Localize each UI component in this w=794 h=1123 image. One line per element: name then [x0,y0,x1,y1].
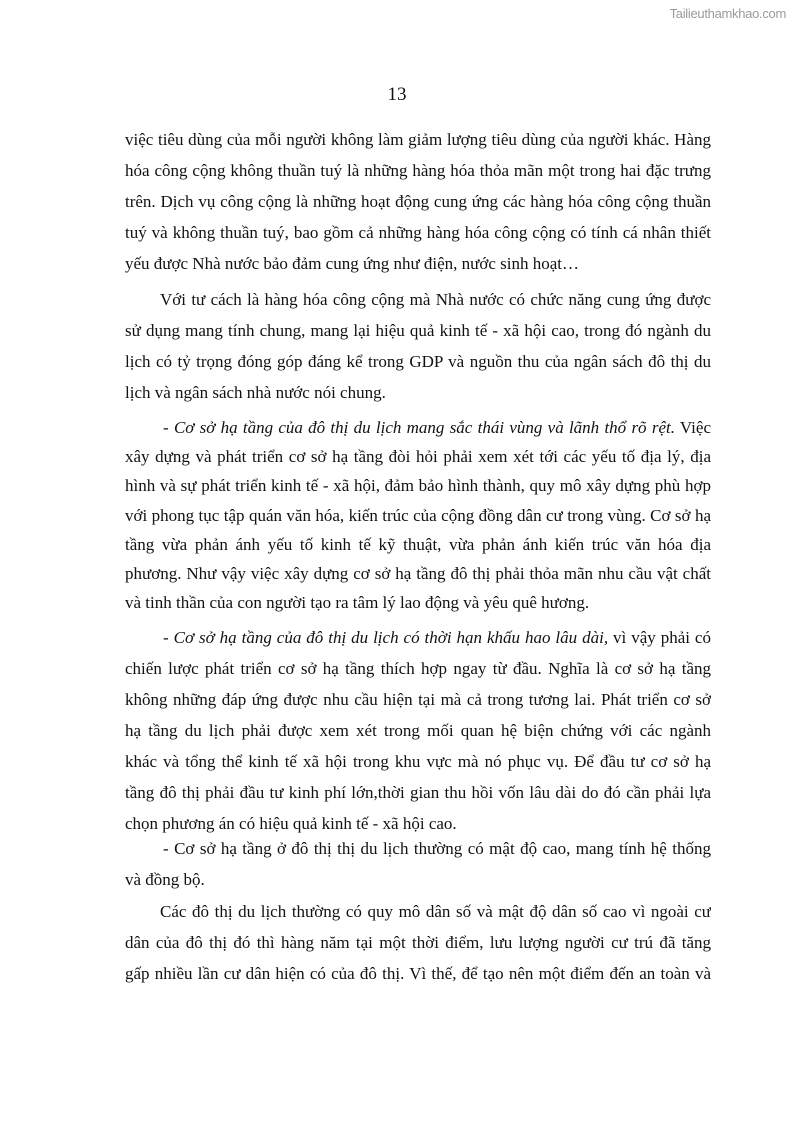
text-line: yếu được Nhà nước bảo đảm cung ứng như điện, nước sinh hoạt… [125,254,580,273]
text-line: - Cơ sở hạ tầng ở đô thị thị du lịch thường có mật độ cao, mang tính hệ thống [163,839,711,858]
text-line: và đồng bộ. [125,870,205,889]
paragraph-4 [125,622,711,839]
text-line: dân của đô thị đó thì hàng năm tại một thời điểm, lưu lượng người cư trú đã tăng [125,933,711,952]
text-line: khác và tổng thể kinh tế xã hội trong khu vực mà nó phục vụ. Để đầu tư cơ sở hạ [125,752,711,771]
paragraph-1 [125,124,711,279]
text-line: xây dựng và phát triển cơ sở hạ tầng đòi hỏi phải xem xét tới các yếu tố địa lý, địa [125,447,711,467]
text-line: tầng đô thị phải đầu tư kinh phí lớn,thời gian thu hồi vốn lâu dài do đó cần phải lựa [125,783,711,802]
text-line: và tinh thần của con người tạo ra tâm lý lao động và yêu quê hương. [125,593,590,613]
bullet-dash: - [163,628,174,647]
text-line: sử dụng mang tính chung, mang lại hiệu quả kinh tế - xã hội cao, trong đó ngành du [125,321,711,340]
paragraph-2 [125,284,711,408]
line-rest: Việc [674,418,711,437]
text-line [125,622,711,653]
paragraph-3 [125,413,711,617]
text-line: trên. Dịch vụ công cộng là những hoạt động cung ứng các hàng hóa công cộng thuần [125,192,711,211]
text-line: lịch và ngân sách nhà nước nói chung. [125,383,386,402]
text-line: lịch có tỷ trọng đóng góp đáng kể trong GDP và nguồn thu của ngân sách đô thị du [125,352,711,371]
text-line: tầng vừa phản ánh yếu tố kinh tế kỹ thuật, vừa phản ánh kiến trúc văn hóa địa [125,534,711,554]
text-line: Các đô thị du lịch thường có quy mô dân số và mật độ dân số cao vì ngoài cư [160,902,711,921]
text-line: chọn phương án có hiệu quả kinh tế - xã hội cao. [125,814,457,833]
text-line: Với tư cách là hàng hóa công cộng mà Nhà nước có chức năng cung ứng được [160,290,711,309]
watermark: Tailieuthamkhao.com [669,6,786,21]
text-line: không những đáp ứng được nhu cầu hiện tại mà cả trong tương lai. Phát triển cơ sở [125,690,711,709]
italic-heading: Cơ sở hạ tầng của đô thị du lịch có thời hạn khấu hao lâu dài, [173,628,609,647]
text-line [125,413,711,442]
text-line: hóa công cộng không thuần tuý là những hàng hóa thỏa mãn một trong hai đặc trưng [125,161,711,180]
text-line: hình và sự phát triển kinh tế - xã hội, đảm bảo hình thành, quy mô xây dựng phù hợp [125,476,711,496]
text-line: hạ tầng du lịch phải được xem xét trong mối quan hệ biện chứng với các ngành [125,721,711,740]
text-line: việc tiêu dùng của mỗi người không làm giảm lượng tiêu dùng của người khác. Hàng [125,130,711,149]
text-line: phương. Như vậy việc xây dựng cơ sở hạ tầng đô thị phải thỏa mãn nhu cầu vật chất [125,563,711,583]
italic-heading: Cơ sở hạ tầng của đô thị du lịch mang sắc thái vùng và lãnh thổ rõ rệt. [173,418,675,437]
bullet-dash: - [163,418,174,437]
text-line: với phong tục tập quán văn hóa, kiến trúc của cộng đồng dân cư trong vùng. Cơ sở hạ [125,505,711,525]
line-rest: vì vậy phải có [608,628,711,647]
text-line: chiến lược phát triển cơ sở hạ tầng thích hợp ngay từ đầu. Nghĩa là cơ sở hạ tầng [125,659,711,678]
page-number: 13 [387,84,407,105]
paragraph-6 [125,896,711,989]
text-line: tuý và không thuần tuý, bao gồm cả những hàng hóa công cộng có tính cá nhân thiết [125,223,711,242]
paragraph-5 [125,833,711,895]
text-line: gấp nhiều lần cư dân hiện có của đô thị. Vì thế, để tạo nên một điểm đến an toàn và [125,964,711,983]
